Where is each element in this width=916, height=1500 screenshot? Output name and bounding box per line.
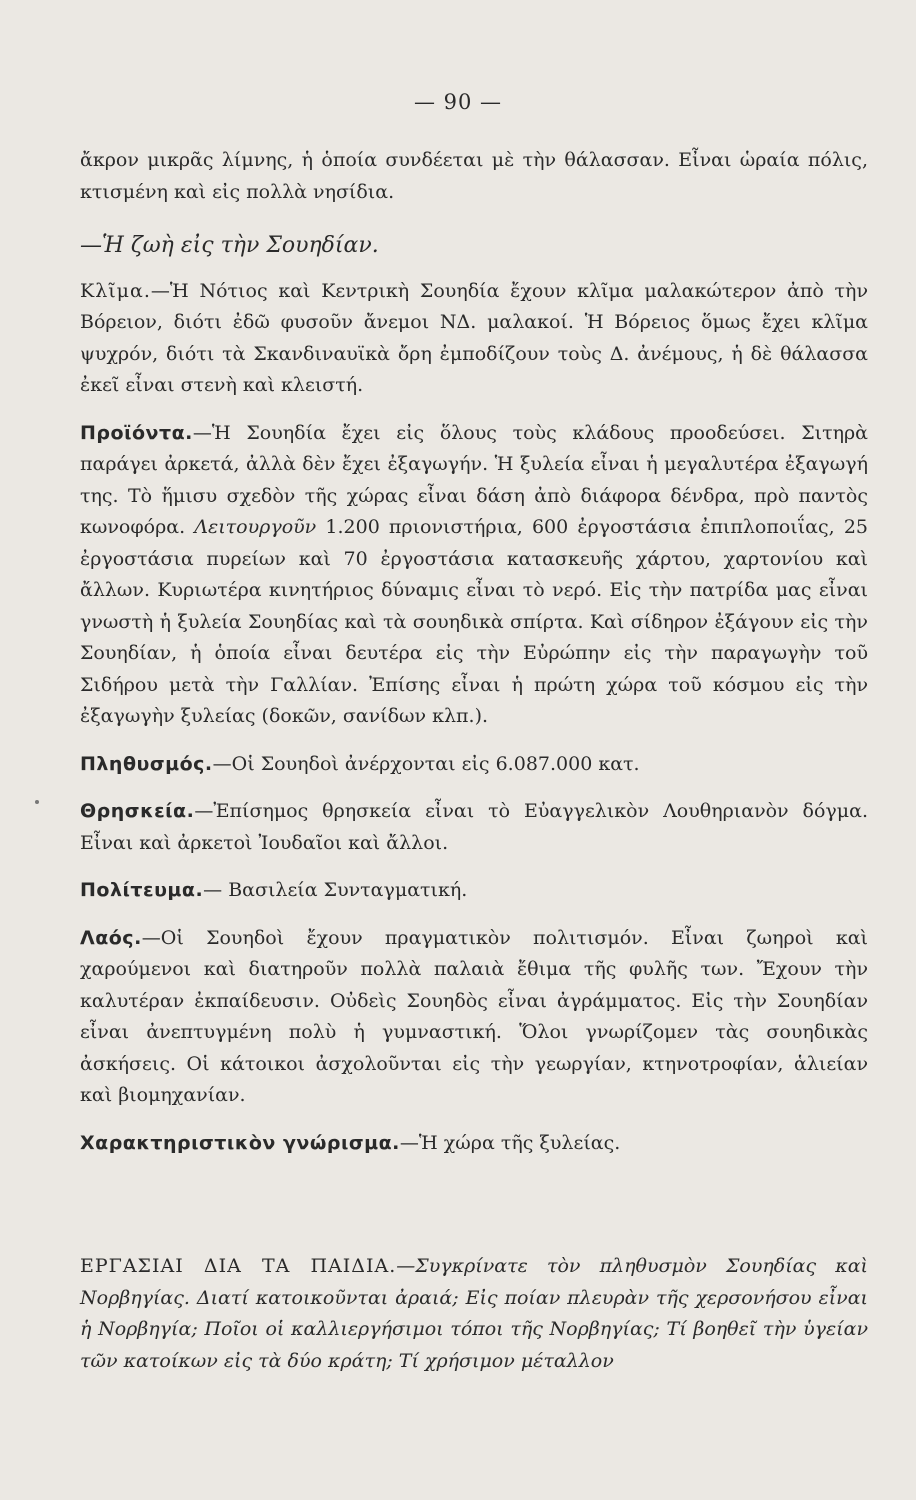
exercises-text: —Συγκρίνατε τὸν πληθυσμὸν Σουηδίας καὶ Νορβηγίας. Διατί κατοικοῦνται ἀραιά; Εἰς ποίαν πλευρὰν τῆς χερσονήσου εἶναι ἡ Νορβηγία; Ποῖοι οἱ καλλιεργήσιμοι τόποι τῆς Νορβηγίας; Τί βοηθεῖ τὴν ὑγείαν τῶν κατοίκων εἰς τὰ δύο κράτη; Τί χρήσιμον μέταλλον [80,1255,869,1372]
page-body [80,145,868,1377]
religion-text: —Ἐπίσημος θρησκεία εἶναι τὸ Εὐαγγελικὸν Λουθηριανὸν δόγμα. Εἶναι καὶ ἀρκετοὶ Ἰουδαῖοι καὶ ἄλλοι. [80,800,868,854]
people-label: Λαός. [80,926,142,949]
page-number: — 90 — [413,90,503,114]
exercises-paragraph [80,1251,868,1377]
population-label: Πληθυσμός. [80,752,213,775]
government-label: Πολίτευμα. [80,879,204,901]
ink-speck [35,800,39,804]
people-paragraph [80,923,868,1112]
religion-paragraph [80,796,868,859]
exercises-label: ΕΡΓΑΣΙΑΙ ΔΙΑ ΤΑ ΠΑΙΔΙΑ. [80,1255,397,1277]
products-label: Προϊόντα. [80,421,193,444]
characteristic-label: Χαρακτηριστικὸν γνώρισμα. [80,1131,400,1154]
intro-paragraph: ἄκρον μικρᾶς λίμνης, ἡ ὁποία συνδέεται μὲ τὴν θάλασσαν. Εἶναι ὡραία πόλις, κτισμένη καὶ εἰς πολλὰ νησίδια. [80,149,868,203]
people-text: —Οἱ Σουηδοὶ ἔχουν πραγματικὸν πολιτισμόν. Εἶναι ζωηροὶ καὶ χαρούμενοι καὶ διατηροῦν πολλὰ παλαιὰ ἔθιμα τῆς φυλῆς των. Ἔχουν τὴν καλυτέραν ἐκπαίδευσιν. Οὐδεὶς Σουηδὸς εἶναι ἀγράμματος. Εἰς τὴν Σουηδίαν εἶναι ἀνεπτυγμένη πολὺ ἡ γυμναστική. Ὅλοι γνωρίζομεν τὰς σουηδικὰς ἀσκήσεις. Οἱ κάτοικοι ἀσχολοῦνται εἰς τὴν γεωργίαν, κτηνοτροφίαν, ἁλιείαν καὶ βιομηχανίαν. [80,926,868,1106]
population-text: —Οἱ Σουηδοὶ ἀνέρχονται εἰς 6.087.000 κατ. [212,752,640,775]
religion-label: Θρησκεία. [80,800,195,822]
section-heading: —Ἡ ζωὴ εἰς τὴν Σουηδίαν. [80,233,379,258]
characteristic-paragraph [80,1128,868,1160]
population-paragraph [80,749,868,781]
products-text-after: 1.200 πριονιστήρια, 600 ἐργοστάσια ἐπιπλοποιΐας, 25 ἐργοστάσια πυρείων καὶ 70 ἐργοστάσια κατασκευῆς χάρτου, χαρτονίου καὶ ἄλλων. Κυριωτέρα κινητήριος δύναμις εἶναι τὸ νερό. Εἰς τὴν πατρίδα μας εἶναι γνωστὴ ἡ ξυλεία Σουηδίας καὶ τὰ σουηδικὰ σπίρτα. Καὶ σίδηρον ἐξάγουν εἰς τὴν Σουηδίαν, ἡ ὁποία εἶναι δευτέρα εἰς τὴν Εὐρώπην εἰς τὴν παραγωγὴν τοῦ Σιδήρου μετὰ τὴν Γαλλίαν. Ἐπίσης εἶναι ἡ πρώτη χώρα τοῦ κόσμου εἰς τὴν ἐξαγωγὴν ξυλείας (δοκῶν, σανίδων κλπ.). [80,516,869,727]
products-italic-word: Λειτουργοῦν [194,516,317,538]
government-text: — Βασιλεία Συνταγματική. [203,879,468,901]
climate-text: —Ἡ Νότιος καὶ Κεντρικὴ Σουηδία ἔχουν κλῖμα μαλακώτερον ἀπὸ τὴν Βόρειον, διότι ἐδῶ φυσοῦν ἄνεμοι ΝΔ. μαλακοί. Ἡ Βόρειος ὅμως ἔχει κλῖμα ψυχρόν, διότι τὰ Σκανδιναυϊκὰ ὄρη ἐμποδίζουν τοὺς Δ. ἀνέμους, ἡ δὲ θάλασσα ἐκεῖ εἶναι στενὴ καὶ κλειστή. [80,279,868,396]
government-paragraph [80,875,868,907]
characteristic-text: —Ἡ χώρα τῆς ξυλείας. [399,1131,621,1154]
climate-label: Κλῖμα. [80,279,151,302]
climate-paragraph [80,276,868,402]
products-text-before: —Ἡ Σουηδία ἔχει εἰς ὅλους τοὺς κλάδους προοδεύσει. Σιτηρὰ παράγει ἀρκετά, ἀλλὰ δὲν ἔχει ἐξαγωγήν. Ἡ ξυλεία εἶναι ἡ μεγαλυτέρα ἐξαγωγή της. Τὸ ἥμισυ σχεδὸν τῆς χώρας εἶναι δάση ἀπὸ διάφορα δένδρα, πρὸ παντὸς κωνοφόρα. [80,421,868,538]
products-paragraph [80,418,868,733]
